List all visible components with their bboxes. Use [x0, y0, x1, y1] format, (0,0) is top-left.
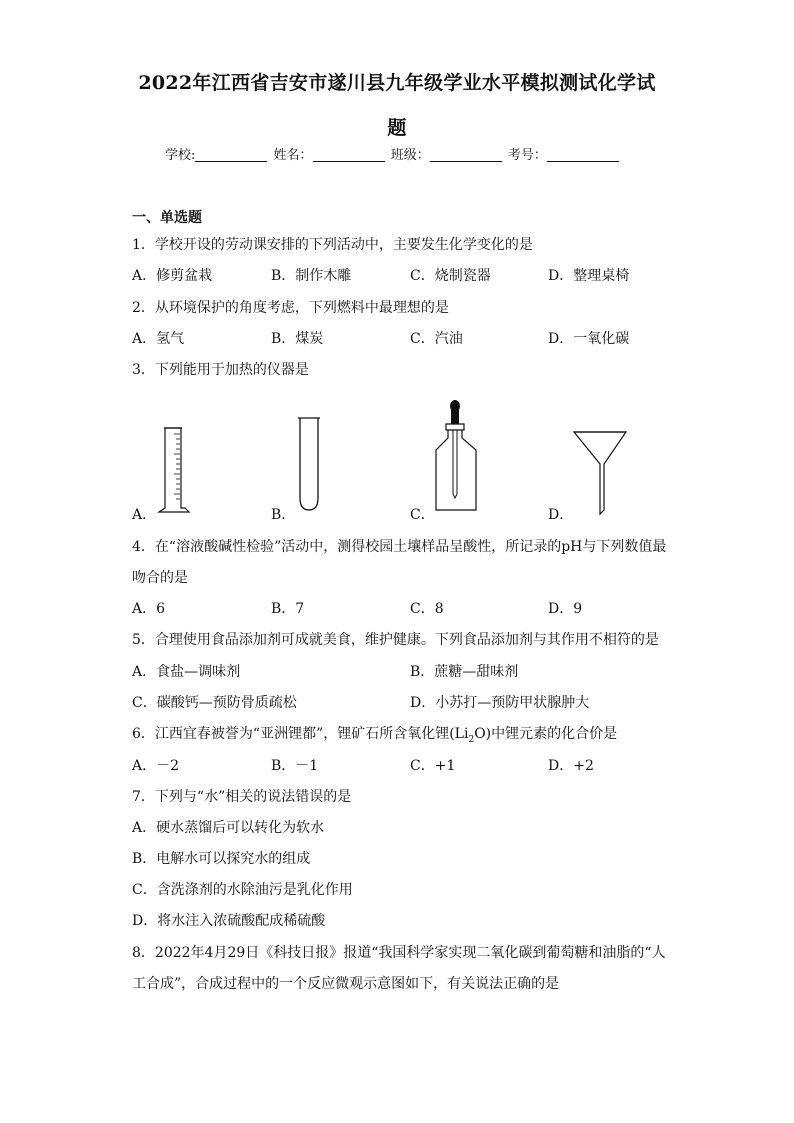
q5-stem: 5．合理使用食品添加剂可成就美食，维护健康。下列食品添加剂与其作用不相符的是 — [132, 632, 659, 648]
section-heading: 一、单选题 — [132, 210, 202, 226]
q7-option-d[interactable]: D．将水注入浓硫酸配成稀硫酸 — [132, 913, 326, 929]
q5-option-d[interactable]: D．小苏打—预防甲状腺肿大 — [410, 695, 590, 711]
q1-option-c[interactable]: C．烧制瓷器 — [410, 268, 491, 284]
q2-option-b[interactable]: B．煤炭 — [271, 331, 324, 347]
q6-stem — [132, 723, 617, 745]
q1-option-a[interactable]: A．修剪盆栽 — [132, 268, 213, 284]
q8-stem-line1: 8．2022年4月29日《科技日报》报道“我国科学家实现二氧化碳到葡萄糖和油脂的“人 — [132, 945, 666, 961]
q6-option-d[interactable]: D．+2 — [548, 758, 594, 774]
q8-stem-line2: 工合成”，合成过程中的一个反应微观示意图如下，有关说法正确的是 — [132, 976, 560, 992]
q7-option-b[interactable]: B．电解水可以探究水的组成 — [132, 851, 311, 867]
q2-option-d[interactable]: D．一氧化碳 — [548, 331, 630, 347]
q7-option-c[interactable]: C．含洗涤剂的水除油污是乳化作用 — [132, 882, 353, 898]
test-tube-icon — [292, 414, 326, 514]
funnel-icon — [568, 424, 632, 520]
student-info-row — [165, 144, 621, 163]
exam-title-line2: 题 — [387, 117, 407, 139]
exam-title-line1: 2022年江西省吉安市遂川县九年级学业水平模拟测试化学试 — [138, 72, 656, 94]
q3-option-d[interactable]: D． — [548, 507, 574, 523]
q4-option-a[interactable]: A．6 — [132, 601, 166, 617]
q4-stem-line1: 4．在“溶液酸碱性检验”活动中，测得校园土壤样品呈酸性，所记录的pH与下列数值最 — [132, 539, 667, 555]
q6-option-b[interactable]: B．－1 — [271, 758, 319, 774]
q2-stem: 2．从环境保护的角度考虑，下列燃料中最理想的是 — [132, 300, 449, 316]
q2-option-a[interactable]: A．氢气 — [132, 331, 185, 347]
q1-option-b[interactable]: B．制作木雕 — [271, 268, 352, 284]
q2-option-c[interactable]: C．汽油 — [410, 331, 463, 347]
q6-option-c[interactable]: C．+1 — [410, 758, 456, 774]
q3-stem: 3．下列能用于加热的仪器是 — [132, 362, 309, 378]
q3-option-b[interactable]: B． — [271, 507, 296, 523]
q1-option-d[interactable]: D．整理桌椅 — [548, 268, 630, 284]
q4-option-c[interactable]: C．8 — [410, 601, 444, 617]
number-blank[interactable] — [547, 147, 619, 162]
q6-option-a[interactable]: A．－2 — [132, 758, 180, 774]
q7-stem: 7．下列与“水”相关的说法错误的是 — [132, 789, 352, 805]
school-blank[interactable] — [195, 147, 267, 162]
q6-stem-post: O)中锂元素的化合价是 — [474, 726, 618, 742]
q7-option-a[interactable]: A．硬水蒸馏后可以转化为软水 — [132, 820, 325, 836]
q6-stem-sub: 2 — [468, 734, 475, 745]
q3-option-c[interactable]: C． — [410, 507, 435, 523]
dropper-bottle-icon — [430, 394, 490, 518]
q5-option-b[interactable]: B．蔗糖—甜味剂 — [410, 664, 519, 680]
q4-stem-line2: 吻合的是 — [132, 570, 188, 586]
q4-option-b[interactable]: B．7 — [271, 601, 305, 617]
number-label: 考号： — [507, 148, 547, 163]
class-blank[interactable] — [430, 147, 502, 162]
q3-option-a[interactable]: A． — [132, 507, 157, 523]
q5-option-c[interactable]: C．碳酸钙—预防骨质疏松 — [132, 695, 297, 711]
q5-option-a[interactable]: A．食盐—调味剂 — [132, 664, 241, 680]
q1-stem: 1．学校开设的劳动课安排的下列活动中，主要发生化学变化的是 — [132, 237, 533, 253]
q6-stem-pre: 6．江西宜春被誉为“亚洲锂都”，锂矿石所含氧化锂(Li — [132, 726, 469, 742]
q4-option-d[interactable]: D．9 — [548, 601, 583, 617]
name-label: 姓名： — [273, 148, 313, 163]
class-label: 班级： — [390, 148, 430, 163]
name-blank[interactable] — [313, 147, 385, 162]
school-label: 学校: — [165, 148, 196, 163]
